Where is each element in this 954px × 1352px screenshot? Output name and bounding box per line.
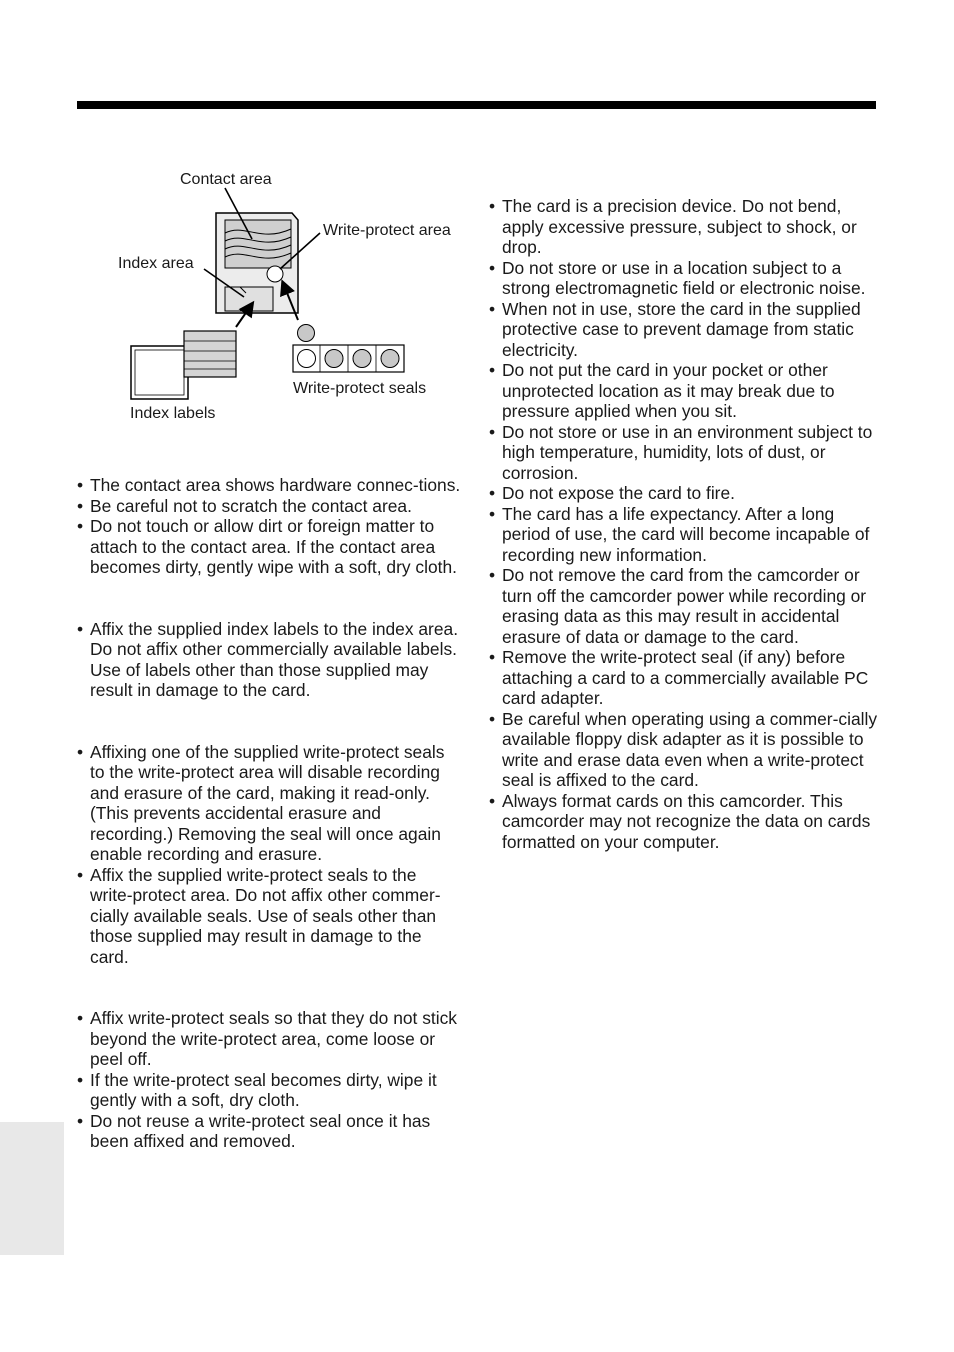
single-seal xyxy=(298,325,315,342)
list-item: • If the write-protect seal becomes dirty, wipe it gently with a soft, dry cloth. xyxy=(77,1070,463,1111)
list-item: • Be careful when operating using a commer-cially available floppy disk adapter as it is possible to write and erase data even when a write-protect seal is affixed to the card. xyxy=(489,709,879,791)
card-handling-notes xyxy=(489,196,879,852)
write-protect-seal-notes xyxy=(77,1008,463,1152)
list-item: • The card has a life expectancy. After a long period of use, the card will become incapable of recording new information. xyxy=(489,504,879,566)
list-item: • Affix the supplied write-protect seals to the write-protect area. Do not affix other commer-cially available seals. Use of seals other than those supplied may result in damage to the card. xyxy=(77,865,463,968)
list-item: • Do not touch or allow dirt or foreign matter to attach to the contact area. If the contact area becomes dirty, gently wipe with a soft, dry cloth. xyxy=(77,516,463,578)
index-labels-label: Index labels xyxy=(130,405,216,422)
contact-area-notes xyxy=(77,475,463,578)
index-area-notes xyxy=(77,619,463,701)
left-column xyxy=(77,475,463,1152)
list-item: • Be careful not to scratch the contact area. xyxy=(77,496,463,517)
header-rule xyxy=(77,101,876,109)
memory-card-diagram xyxy=(110,165,470,435)
write-protect-seals-label: Write-protect seals xyxy=(293,380,427,397)
index-label-sheet-front xyxy=(184,331,236,377)
list-item: • Affix write-protect seals so that they do not stick beyond the write-protect area, come loose or peel off. xyxy=(77,1008,463,1070)
side-tab xyxy=(0,1122,64,1255)
list-item: • When not in use, store the card in the supplied protective case to prevent damage from static electricity. xyxy=(489,299,879,361)
list-item: • Do not store or use in an environment subject to high temperature, humidity, lots of dust, or corrosion. xyxy=(489,422,879,484)
index-area-label: Index area xyxy=(118,255,194,272)
list-item: • Remove the write-protect seal (if any) before attaching a card to a commercially available PC card adapter. xyxy=(489,647,879,709)
right-column xyxy=(489,196,879,852)
list-item: • Do not store or use in a location subject to a strong electromagnetic field or electronic noise. xyxy=(489,258,879,299)
list-item: • The card is a precision device. Do not bend, apply excessive pressure, subject to shock, or drop. xyxy=(489,196,879,258)
contact-area-label: Contact area xyxy=(180,171,272,188)
write-protect-area-notes xyxy=(77,742,463,968)
list-item: • Do not expose the card to fire. xyxy=(489,483,879,504)
list-item: • Always format cards on this camcorder. This camcorder may not recognize the data on cards formatted on your computer. xyxy=(489,791,879,853)
contact-area-shape xyxy=(225,220,291,268)
list-item: • The contact area shows hardware connec-tions. xyxy=(77,475,463,496)
list-item: • Do not reuse a write-protect seal once it has been affixed and removed. xyxy=(77,1111,463,1152)
list-item: • Affix the supplied index labels to the index area. Do not affix other commercially available labels. Use of labels other than those supplied may result in damage to the card. xyxy=(77,619,463,701)
index-label-sheet-back xyxy=(131,346,188,399)
list-item: • Affixing one of the supplied write-protect seals to the write-protect area will disable recording and erasure of the card, making it read-only. (This prevents accidental erasure and recording.) Removing the seal will once again enable recording and erasure. xyxy=(77,742,463,865)
list-item: • Do not remove the card from the camcorder or turn off the camcorder power while recording or erasing data as this may result in accidental erasure of data or damage to the card. xyxy=(489,565,879,647)
write-protect-area-label: Write-protect area xyxy=(323,222,451,239)
list-item: • Do not put the card in your pocket or other unprotected location as it may break due to pressure applied when you sit. xyxy=(489,360,879,422)
